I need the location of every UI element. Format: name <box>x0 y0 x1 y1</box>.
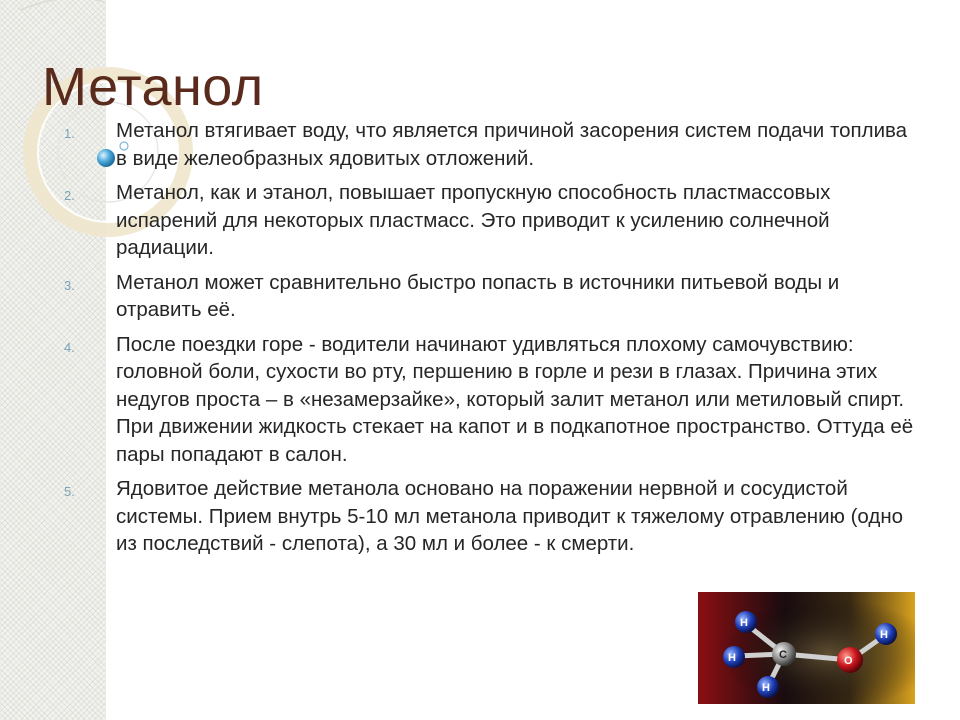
item-number: 5. <box>64 484 75 499</box>
list-item <box>62 117 922 172</box>
atom-label: C <box>779 649 787 661</box>
item-number: 3. <box>64 277 75 293</box>
list-item <box>62 331 922 469</box>
atom-label: H <box>728 652 736 664</box>
list-item <box>62 179 922 262</box>
atom-label: H <box>880 629 888 641</box>
item-text: Метанол может сравнительно быстро попасть в источники питьевой воды и отравить её. <box>116 270 840 321</box>
list-item <box>62 269 922 324</box>
list-item <box>62 475 922 558</box>
methanol-molecule-image <box>698 592 915 704</box>
item-text: Метанол втягивает воду, что является причиной засорения систем подачи топлива в виде желеобразных ядовитых отложений. <box>116 119 908 170</box>
item-text: После поездки горе - водители начинают удивляться плохому самочувствию: головной боли, сухости во рту, першению в горле и рези в глазах. Причина этих недугов проста – в «незамерзайке», который залит метанол или метиловый спирт. При движении жидкость стекает на капот и в подкапотное пространство. Оттуда её пары попадают в салон. <box>116 332 914 466</box>
item-number: 4. <box>64 339 75 355</box>
item-number: 2. <box>64 188 75 203</box>
atom-label: O <box>844 655 853 667</box>
item-text: Ядовитое действие метанола основано на поражении нервной и сосудистой системы. Прием внутрь 5-10 мл метанола приводит к тяжелому отравлению (одно из последствий - слепота), а 30 мл и более - к смерти. <box>116 477 904 555</box>
slide-title: Метанол <box>42 57 264 117</box>
item-text: Метанол, как и этанол, повышает пропускную способность пластмассовых испарений для некоторых пластмасс. Это приводит к усилению солнечной радиации. <box>116 181 831 259</box>
points-list <box>62 117 922 565</box>
atom-label: H <box>762 682 770 694</box>
atom-label: H <box>740 617 748 629</box>
item-number: 1. <box>64 126 75 141</box>
